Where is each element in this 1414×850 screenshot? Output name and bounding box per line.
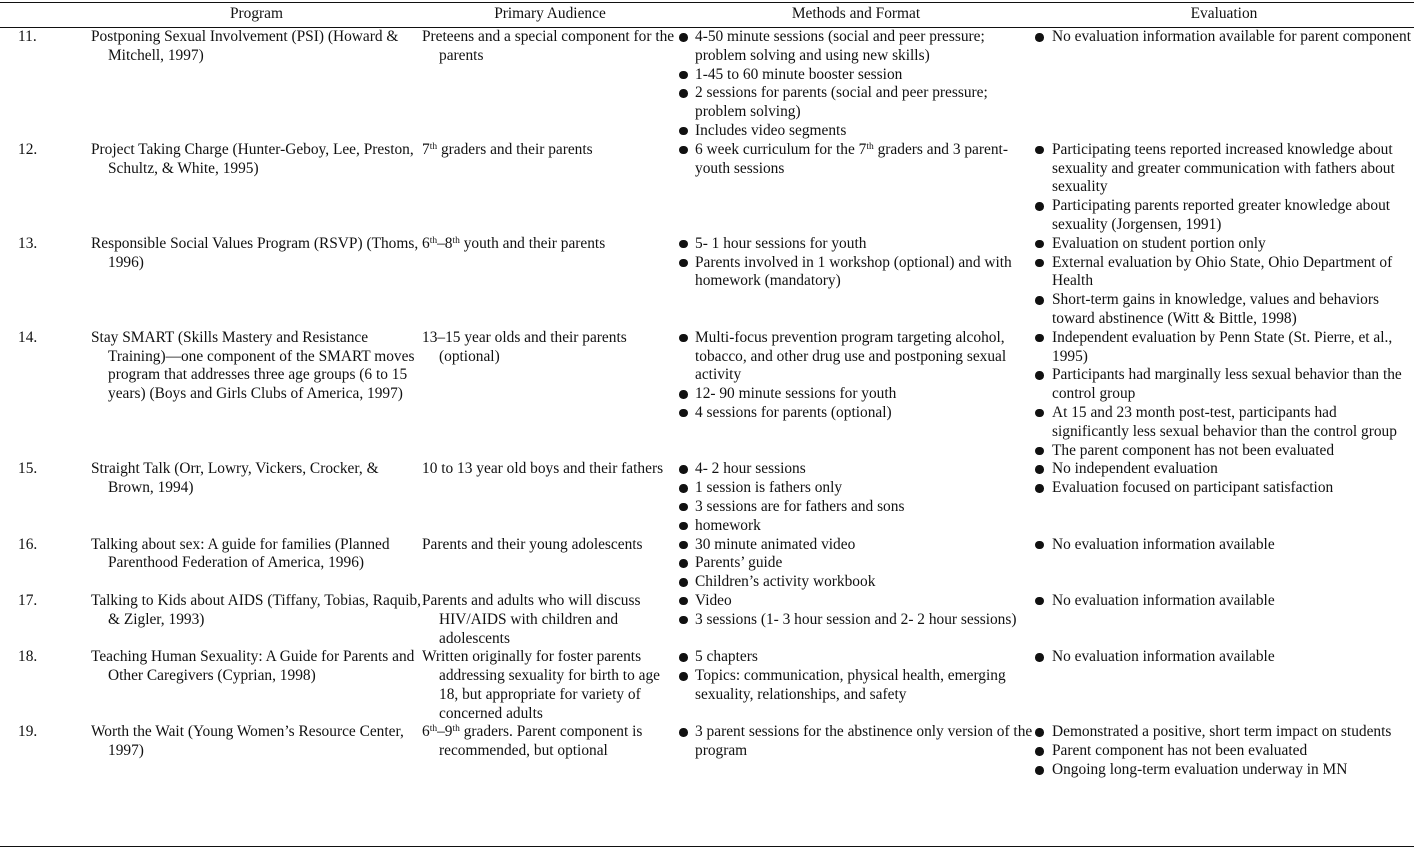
methods-item: 5- 1 hour sessions for youth xyxy=(678,235,1034,254)
methods-item: homework xyxy=(678,517,1034,536)
table-row xyxy=(0,723,1414,779)
evaluation-item: The parent component has not been evaluated xyxy=(1034,442,1414,461)
table-header-row xyxy=(0,5,1414,27)
evaluation-item: No evaluation information available for parent component xyxy=(1034,28,1414,47)
evaluation-item: External evaluation by Ohio State, Ohio Department of Health xyxy=(1034,254,1414,292)
methods-item: Children’s activity workbook xyxy=(678,573,1034,592)
methods-list xyxy=(678,235,1034,291)
methods-item: 3 sessions are for fathers and sons xyxy=(678,498,1034,517)
program-cell: Stay SMART (Skills Mastery and Resistance Training)—one component of the SMART moves program that addresses three age groups (6 to 15 years) (Boys and Girls Clubs of America, 1997) xyxy=(91,328,415,403)
bottom-rule xyxy=(0,846,1414,847)
methods-item: 3 parent sessions for the abstinence only version of the program xyxy=(678,723,1034,761)
methods-item: 1 session is fathers only xyxy=(678,479,1034,498)
table-row xyxy=(0,141,1414,235)
table-row xyxy=(0,329,1414,461)
table-row xyxy=(0,648,1414,723)
methods-item: Parents involved in 1 workshop (optional) and with homework (mandatory) xyxy=(678,254,1034,292)
audience-cell: 6th–9th graders. Parent component is recommended, but optional xyxy=(422,723,643,760)
evaluation-list xyxy=(1034,235,1414,329)
evaluation-item: Short-term gains in knowledge, values and behaviors toward abstinence (Witt & Bittle, 1998) xyxy=(1034,291,1414,329)
methods-item: 4- 2 hour sessions xyxy=(678,460,1034,479)
header-number xyxy=(0,5,91,27)
evaluation-list xyxy=(1034,592,1414,611)
audience-cell: Parents and their young adolescents xyxy=(422,535,643,553)
row-number: 14. xyxy=(18,328,38,346)
table-row xyxy=(0,27,1414,141)
top-rule xyxy=(0,2,1414,3)
methods-item: 2 sessions for parents (social and peer pressure; problem solving) xyxy=(678,84,1034,122)
row-number: 16. xyxy=(18,535,38,553)
audience-cell: 10 to 13 year old boys and their fathers xyxy=(422,460,664,478)
methods-item: 1-45 to 60 minute booster session xyxy=(678,66,1034,85)
methods-item: 5 chapters xyxy=(678,648,1034,667)
evaluation-item: Demonstrated a positive, short term impact on students xyxy=(1034,723,1414,742)
evaluation-list xyxy=(1034,536,1414,555)
program-cell: Worth the Wait (Young Women’s Resource Center, 1997) xyxy=(91,723,404,760)
evaluation-item: Participating teens reported increased knowledge about sexuality and greater communication with fathers about sexuality xyxy=(1034,141,1414,197)
methods-list xyxy=(678,592,1034,630)
methods-item: Parents’ guide xyxy=(678,554,1034,573)
program-cell: Responsible Social Values Program (RSVP) (Thoms, 1996) xyxy=(91,234,419,271)
evaluation-list xyxy=(1034,460,1414,498)
header-program: Program xyxy=(229,5,283,22)
evaluation-item: Evaluation on student portion only xyxy=(1034,235,1414,254)
program-cell: Postponing Sexual Involvement (PSI) (Howard & Mitchell, 1997) xyxy=(91,28,399,64)
program-cell: Teaching Human Sexuality: A Guide for Parents and Other Caregivers (Cyprian, 1998) xyxy=(91,648,415,685)
row-number: 18. xyxy=(18,648,38,666)
audience-cell: 13–15 year olds and their parents (optional) xyxy=(422,328,627,365)
evaluation-item: No independent evaluation xyxy=(1034,460,1414,479)
table-row xyxy=(0,235,1414,329)
methods-list xyxy=(678,141,1034,179)
audience-cell: Parents and adults who will discuss HIV/AIDS with children and adolescents xyxy=(422,591,641,647)
program-cell: Straight Talk (Orr, Lowry, Vickers, Crocker, & Brown, 1994) xyxy=(91,460,379,497)
program-cell: Talking about sex: A guide for families (Planned Parenthood Federation of America, 1996) xyxy=(91,535,390,572)
methods-item: 4-50 minute sessions (social and peer pressure; problem solving and using new skills) xyxy=(678,28,1034,66)
evaluation-item: Evaluation focused on participant satisfaction xyxy=(1034,479,1414,498)
program-cell: Talking to Kids about AIDS (Tiffany, Tobias, Raquib, & Zigler, 1993) xyxy=(91,591,422,628)
program-cell: Project Taking Charge (Hunter-Geboy, Lee, Preston, Schultz, & White, 1995) xyxy=(91,140,414,177)
evaluation-list xyxy=(1034,329,1414,461)
methods-item: Multi-focus prevention program targeting alcohol, tobacco, and other drug use and postponing sexual activity xyxy=(678,329,1034,385)
methods-item: Includes video segments xyxy=(678,122,1034,141)
methods-item: 3 sessions (1- 3 hour session and 2- 2 hour sessions) xyxy=(678,611,1034,630)
header-evaluation: Evaluation xyxy=(1190,5,1258,22)
methods-item: 12- 90 minute sessions for youth xyxy=(678,385,1034,404)
evaluation-list xyxy=(1034,723,1414,779)
methods-item: 4 sessions for parents (optional) xyxy=(678,404,1034,423)
methods-list xyxy=(678,329,1034,423)
evaluation-item: No evaluation information available xyxy=(1034,536,1414,555)
evaluation-item: At 15 and 23 month post-test, participants had significantly less sexual behavior than the control group xyxy=(1034,404,1414,442)
evaluation-list xyxy=(1034,141,1414,235)
methods-list xyxy=(678,28,1034,141)
methods-item: 6 week curriculum for the 7th graders and 3 parent-youth sessions xyxy=(678,141,1034,179)
row-number: 15. xyxy=(18,460,38,478)
methods-list xyxy=(678,723,1034,761)
table-row xyxy=(0,592,1414,648)
table-row xyxy=(0,536,1414,592)
methods-list xyxy=(678,536,1034,592)
methods-item: Topics: communication, physical health, emerging sexuality, relationships, and safety xyxy=(678,667,1034,705)
row-number: 11. xyxy=(18,28,37,45)
evaluation-item: Independent evaluation by Penn State (St. Pierre, et al., 1995) xyxy=(1034,329,1414,367)
audience-cell: Preteens and a special component for the parents xyxy=(422,28,675,64)
methods-item: 30 minute animated video xyxy=(678,536,1034,555)
methods-list xyxy=(678,648,1034,704)
audience-cell: 6th–8th youth and their parents xyxy=(422,234,606,252)
evaluation-item: Parent component has not been evaluated xyxy=(1034,742,1414,761)
audience-cell: 7th graders and their parents xyxy=(422,140,593,158)
evaluation-item: Participating parents reported greater knowledge about sexuality (Jorgensen, 1991) xyxy=(1034,197,1414,235)
table-row xyxy=(0,460,1414,535)
program-table xyxy=(0,5,1414,780)
methods-item: Video xyxy=(678,592,1034,611)
evaluation-item: Participants had marginally less sexual behavior than the control group xyxy=(1034,366,1414,404)
evaluation-item: No evaluation information available xyxy=(1034,648,1414,667)
header-audience: Primary Audience xyxy=(494,5,606,22)
methods-list xyxy=(678,460,1034,535)
row-number: 13. xyxy=(18,234,38,252)
row-number: 12. xyxy=(18,140,38,158)
evaluation-item: Ongoing long-term evaluation underway in MN xyxy=(1034,761,1414,780)
evaluation-list xyxy=(1034,28,1414,47)
audience-cell: Written originally for foster parents addressing sexuality for birth to age 18, but appropriate for variety of concerned adults xyxy=(422,648,660,722)
header-methods: Methods and Format xyxy=(791,5,921,22)
evaluation-item: No evaluation information available xyxy=(1034,592,1414,611)
evaluation-list xyxy=(1034,648,1414,667)
row-number: 19. xyxy=(18,723,38,741)
row-number: 17. xyxy=(18,591,38,609)
